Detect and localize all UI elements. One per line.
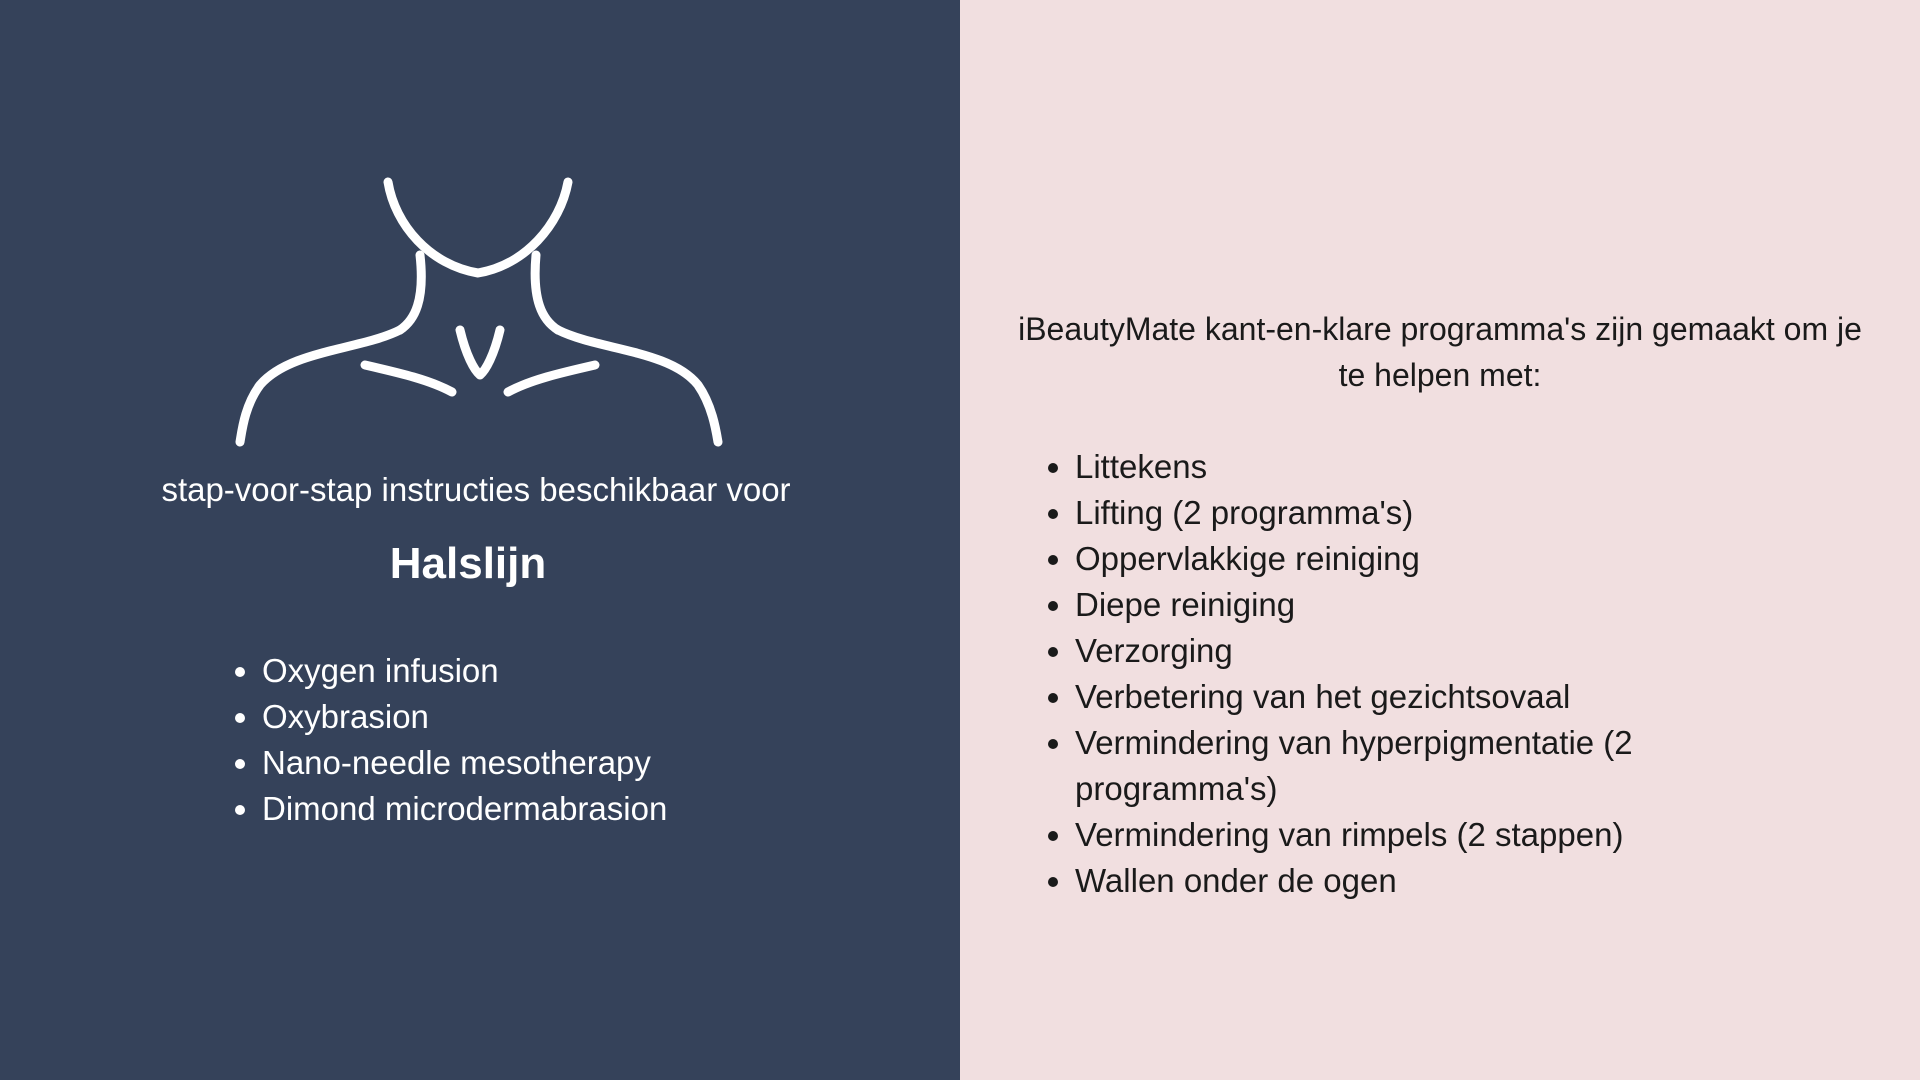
list-item: • Nano-needle mesotherapy <box>262 740 882 786</box>
list-item: • Wallen onder de ogen <box>1075 858 1695 904</box>
list-item: • Verbetering van het gezichtsovaal <box>1075 674 1695 720</box>
programs-list <box>1045 444 1695 904</box>
instructions-subtitle: stap-voor-stap instructies beschikbaar voor <box>161 471 791 508</box>
treatment-list <box>232 648 882 832</box>
programs-intro: iBeautyMate kant-en-klare programma's zijn gemaakt om je te helpen met: <box>1018 311 1862 393</box>
list-item: • Verzorging <box>1075 628 1695 674</box>
list-item: • Vermindering van rimpels (2 stappen) <box>1075 812 1695 858</box>
area-heading: Halslijn <box>389 539 547 588</box>
list-item: • Oxybrasion <box>262 694 882 740</box>
list-item: • Dimond microdermabrasion <box>262 786 882 832</box>
neckline-icon <box>230 170 730 460</box>
list-item: • Oxygen infusion <box>262 648 882 694</box>
list-item: • Littekens <box>1075 444 1695 490</box>
list-item: • Lifting (2 programma's) <box>1075 490 1695 536</box>
list-item: • Diepe reiniging <box>1075 582 1695 628</box>
right-panel <box>960 0 1920 1080</box>
list-item: • Oppervlakkige reiniging <box>1075 536 1695 582</box>
list-item: • Vermindering van hyperpigmentatie (2 programma's) <box>1075 720 1695 812</box>
